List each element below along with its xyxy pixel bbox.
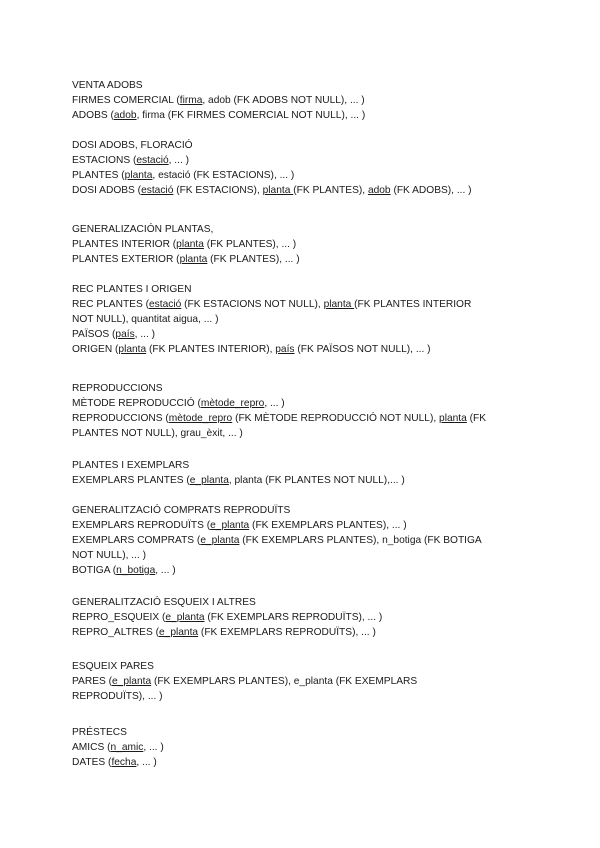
section-esqueix-pares bbox=[72, 659, 542, 704]
table-paisos: PAÏSOS (país, ... ) bbox=[72, 329, 156, 340]
section-venta-adobs bbox=[72, 78, 542, 123]
section-rec-plantes-origen bbox=[72, 282, 542, 357]
primary-key: estació bbox=[141, 185, 174, 196]
section-title: REC PLANTES I ORIGEN bbox=[72, 284, 192, 295]
primary-key: planta bbox=[124, 170, 153, 181]
section-prestecs bbox=[72, 725, 542, 770]
table-plantes: PLANTES (planta, estació (FK ESTACIONS), ... ) bbox=[72, 170, 295, 181]
table-botiga: BOTIGA (n_botiga, ... ) bbox=[72, 565, 176, 576]
table-metode-reproduccio: MÈTODE REPRODUCCIÓ (mètode_repro, ... ) bbox=[72, 398, 285, 409]
primary-key: mètode_repro bbox=[200, 398, 265, 409]
primary-key: planta bbox=[262, 185, 294, 196]
section-comprats-reproduits bbox=[72, 503, 542, 578]
table-exemplars-reproduits: EXEMPLARS REPRODUÏTS (e_planta (FK EXEMPLARS PLANTES), ... ) bbox=[72, 520, 407, 531]
primary-key: país bbox=[115, 329, 135, 340]
section-title: PLANTES I EXEMPLARS bbox=[72, 460, 190, 471]
primary-key: e_planta bbox=[112, 676, 152, 687]
table-reproduccions: REPRODUCCIONS (mètode_repro (FK MÈTODE REPRODUCCIÓ NOT NULL), planta (FK PLANTES NOT NULL), grau_èxit, ... ) bbox=[72, 413, 487, 439]
section-title: GENERALIZACIÓN PLANTAS, bbox=[72, 224, 214, 235]
table-amics: AMICS (n_amic, ... ) bbox=[72, 742, 164, 753]
primary-key: planta bbox=[179, 254, 208, 265]
primary-key: planta bbox=[323, 299, 355, 310]
primary-key: e_planta bbox=[210, 520, 250, 531]
section-title: REPRODUCCIONS bbox=[72, 383, 163, 394]
section-title: DOSI ADOBS, FLORACIÓ bbox=[72, 140, 193, 151]
primary-key: e_planta bbox=[165, 612, 205, 623]
section-title: GENERALITZACIÓ ESQUEIX I ALTRES bbox=[72, 597, 256, 608]
section-reproduccions bbox=[72, 381, 542, 441]
section-generalizacion-plantas bbox=[72, 222, 542, 267]
table-firmes-comercial: FIRMES COMERCIAL (firma, adob (FK ADOBS NOT NULL), ... ) bbox=[72, 95, 365, 106]
primary-key: e_planta bbox=[200, 535, 240, 546]
table-dosi-adobs: DOSI ADOBS (estació (FK ESTACIONS), planta (FK PLANTES), adob (FK ADOBS), ... ) bbox=[72, 185, 472, 196]
table-exemplars-plantes: EXEMPLARS PLANTES (e_planta, planta (FK PLANTES NOT NULL),... ) bbox=[72, 475, 405, 486]
table-plantes-interior: PLANTES INTERIOR (planta (FK PLANTES), ... ) bbox=[72, 239, 297, 250]
section-esqueix-altres bbox=[72, 595, 542, 640]
table-dates: DATES (fecha, ... ) bbox=[72, 757, 157, 768]
primary-key: n_botiga bbox=[116, 565, 156, 576]
table-repro-esqueix: REPRO_ESQUEIX (e_planta (FK EXEMPLARS REPRODUÏTS), ... ) bbox=[72, 612, 383, 623]
primary-key: fecha bbox=[111, 757, 137, 768]
primary-key: adob bbox=[113, 110, 137, 121]
section-title: ESQUEIX PARES bbox=[72, 661, 154, 672]
primary-key: planta bbox=[118, 344, 147, 355]
primary-key: e_planta bbox=[189, 475, 229, 486]
table-estacions: ESTACIONS (estació, ... ) bbox=[72, 155, 189, 166]
section-title: VENTA ADOBS bbox=[72, 80, 143, 91]
primary-key: firma bbox=[179, 95, 203, 106]
table-adobs: ADOBS (adob, firma (FK FIRMES COMERCIAL NOT NULL), ... ) bbox=[72, 110, 366, 121]
table-repro-altres: REPRO_ALTRES (e_planta (FK EXEMPLARS REPRODUÏTS), ... ) bbox=[72, 627, 376, 638]
primary-key: adob bbox=[367, 185, 391, 196]
section-dosi-adobs bbox=[72, 138, 542, 198]
primary-key: planta bbox=[176, 239, 204, 250]
section-title: PRÉSTECS bbox=[72, 727, 127, 738]
primary-key: n_amic bbox=[110, 742, 144, 753]
primary-key: mètode_repro bbox=[168, 413, 233, 424]
table-exemplars-comprats: EXEMPLARS COMPRATS (e_planta (FK EXEMPLARS PLANTES), n_botiga (FK BOTIGA NOT NULL), ... ) bbox=[72, 535, 482, 561]
section-title: GENERALITZACIÓ COMPRATS REPRODUÏTS bbox=[72, 505, 291, 516]
table-plantes-exterior: PLANTES EXTERIOR (planta (FK PLANTES), ... ) bbox=[72, 254, 300, 265]
primary-key: e_planta bbox=[159, 627, 199, 638]
table-pares: PARES (e_planta (FK EXEMPLARS PLANTES), e_planta (FK EXEMPLARS REPRODUÏTS), ... ) bbox=[72, 676, 418, 702]
section-plantes-exemplars bbox=[72, 458, 542, 488]
table-origen: ORIGEN (planta (FK PLANTES INTERIOR), país (FK PAÏSOS NOT NULL), ... ) bbox=[72, 344, 431, 355]
primary-key: país bbox=[275, 344, 295, 355]
primary-key: estació bbox=[136, 155, 169, 166]
primary-key: planta bbox=[439, 413, 467, 424]
primary-key: estació bbox=[149, 299, 182, 310]
table-rec-plantes: REC PLANTES (estació (FK ESTACIONS NOT NULL), planta (FK PLANTES INTERIOR NOT NULL), quantitat aigua, ... ) bbox=[72, 299, 472, 325]
